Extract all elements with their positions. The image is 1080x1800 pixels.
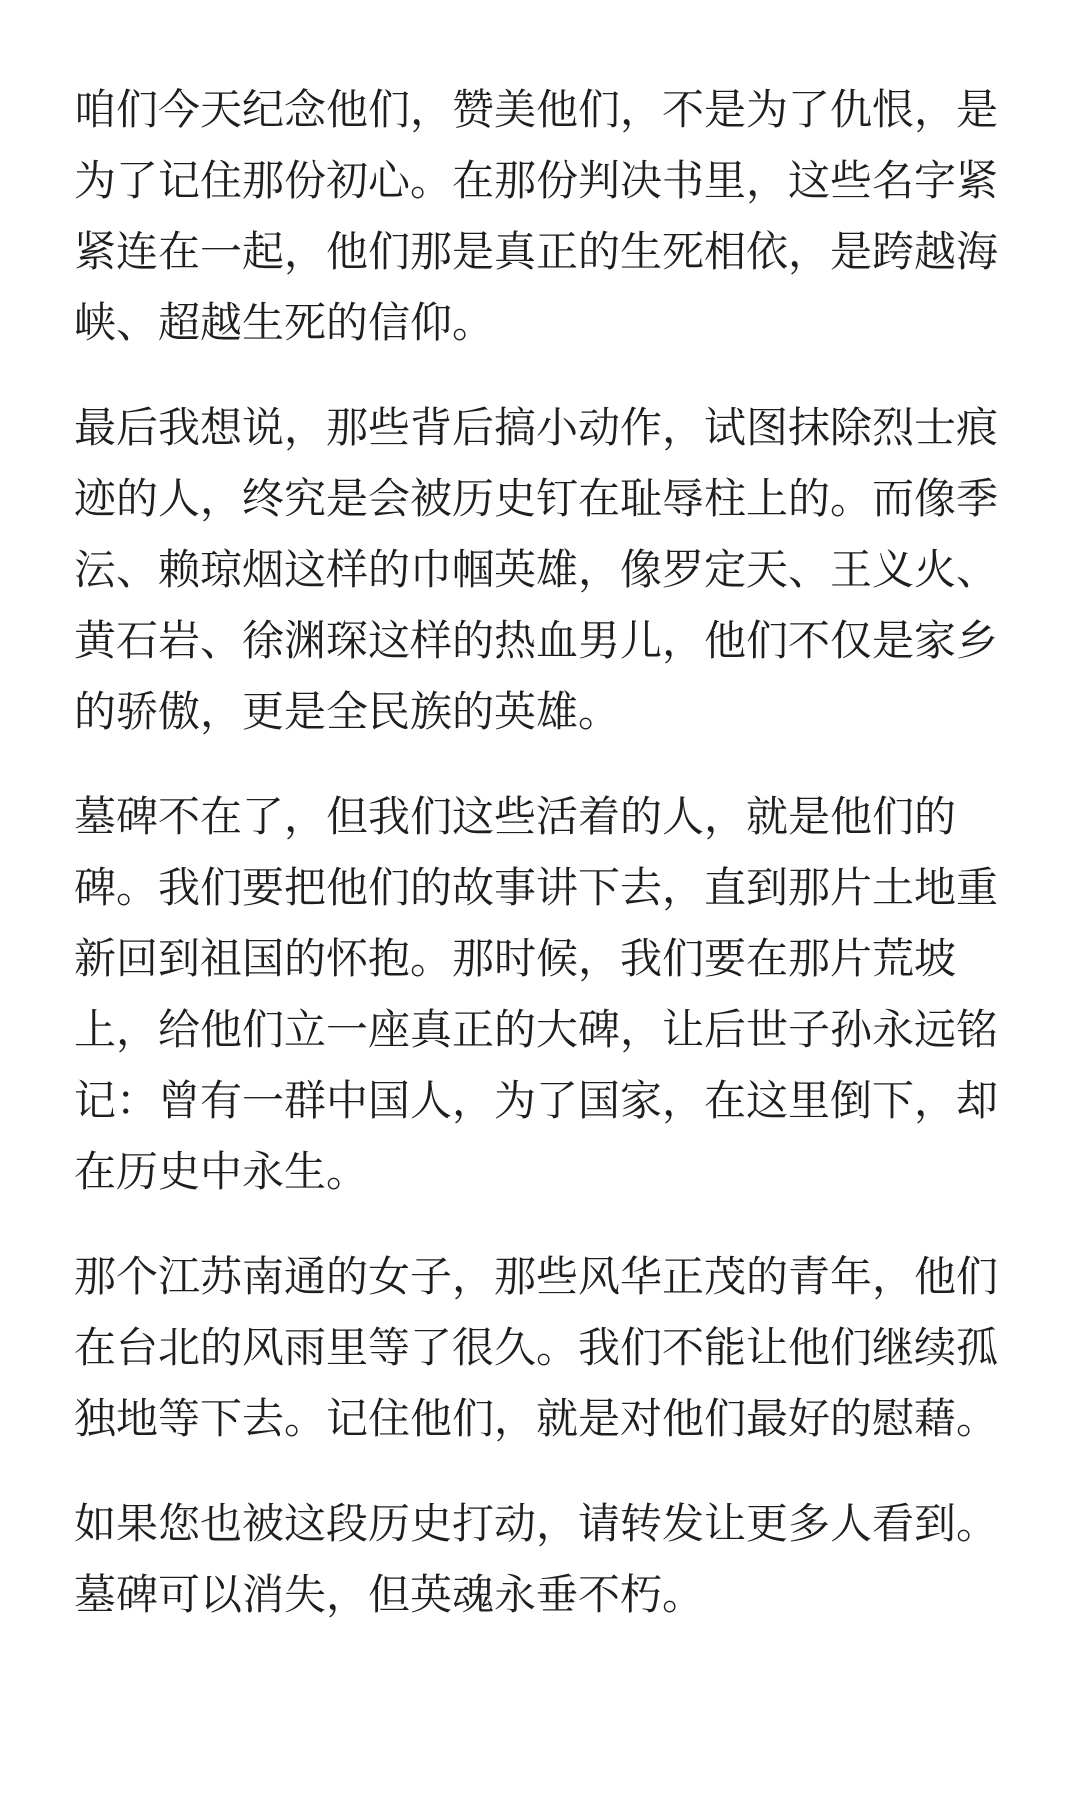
article-body <box>74 74 1014 1630</box>
paragraph-1: 咱们今天纪念他们，赞美他们，不是为了仇恨，是为了记住那份初心。在那份判决书里，这些名字紧紧连在一起，他们那是真正的生死相依，是跨越海峡、超越生死的信仰。 <box>74 85 999 347</box>
paragraph-5: 如果您也被这段历史打动，请转发让更多人看到。墓碑可以消失，但英魂永垂不朽。 <box>74 1499 999 1619</box>
paragraph-3: 墓碑不在了，但我们这些活着的人，就是他们的碑。我们要把他们的故事讲下去，直到那片土地重新回到祖国的怀抱。那时候，我们要在那片荒坡上，给他们立一座真正的大碑，让后世子孙永远铭记：曾有一群中国人，为了国家，在这里倒下，却在历史中永生。 <box>74 792 999 1196</box>
paragraph-2: 最后我想说，那些背后搞小动作，试图抹除烈士痕迹的人，终究是会被历史钉在耻辱柱上的。而像季沄、赖琼烟这样的巾帼英雄，像罗定天、王义火、黄石岩、徐渊琛这样的热血男儿，他们不仅是家乡的骄傲，更是全民族的英雄。 <box>74 403 999 736</box>
paragraph-4: 那个江苏南通的女子，那些风华正茂的青年，他们在台北的风雨里等了很久。我们不能让他们继续孤独地等下去。记住他们，就是对他们最好的慰藉。 <box>74 1252 999 1443</box>
